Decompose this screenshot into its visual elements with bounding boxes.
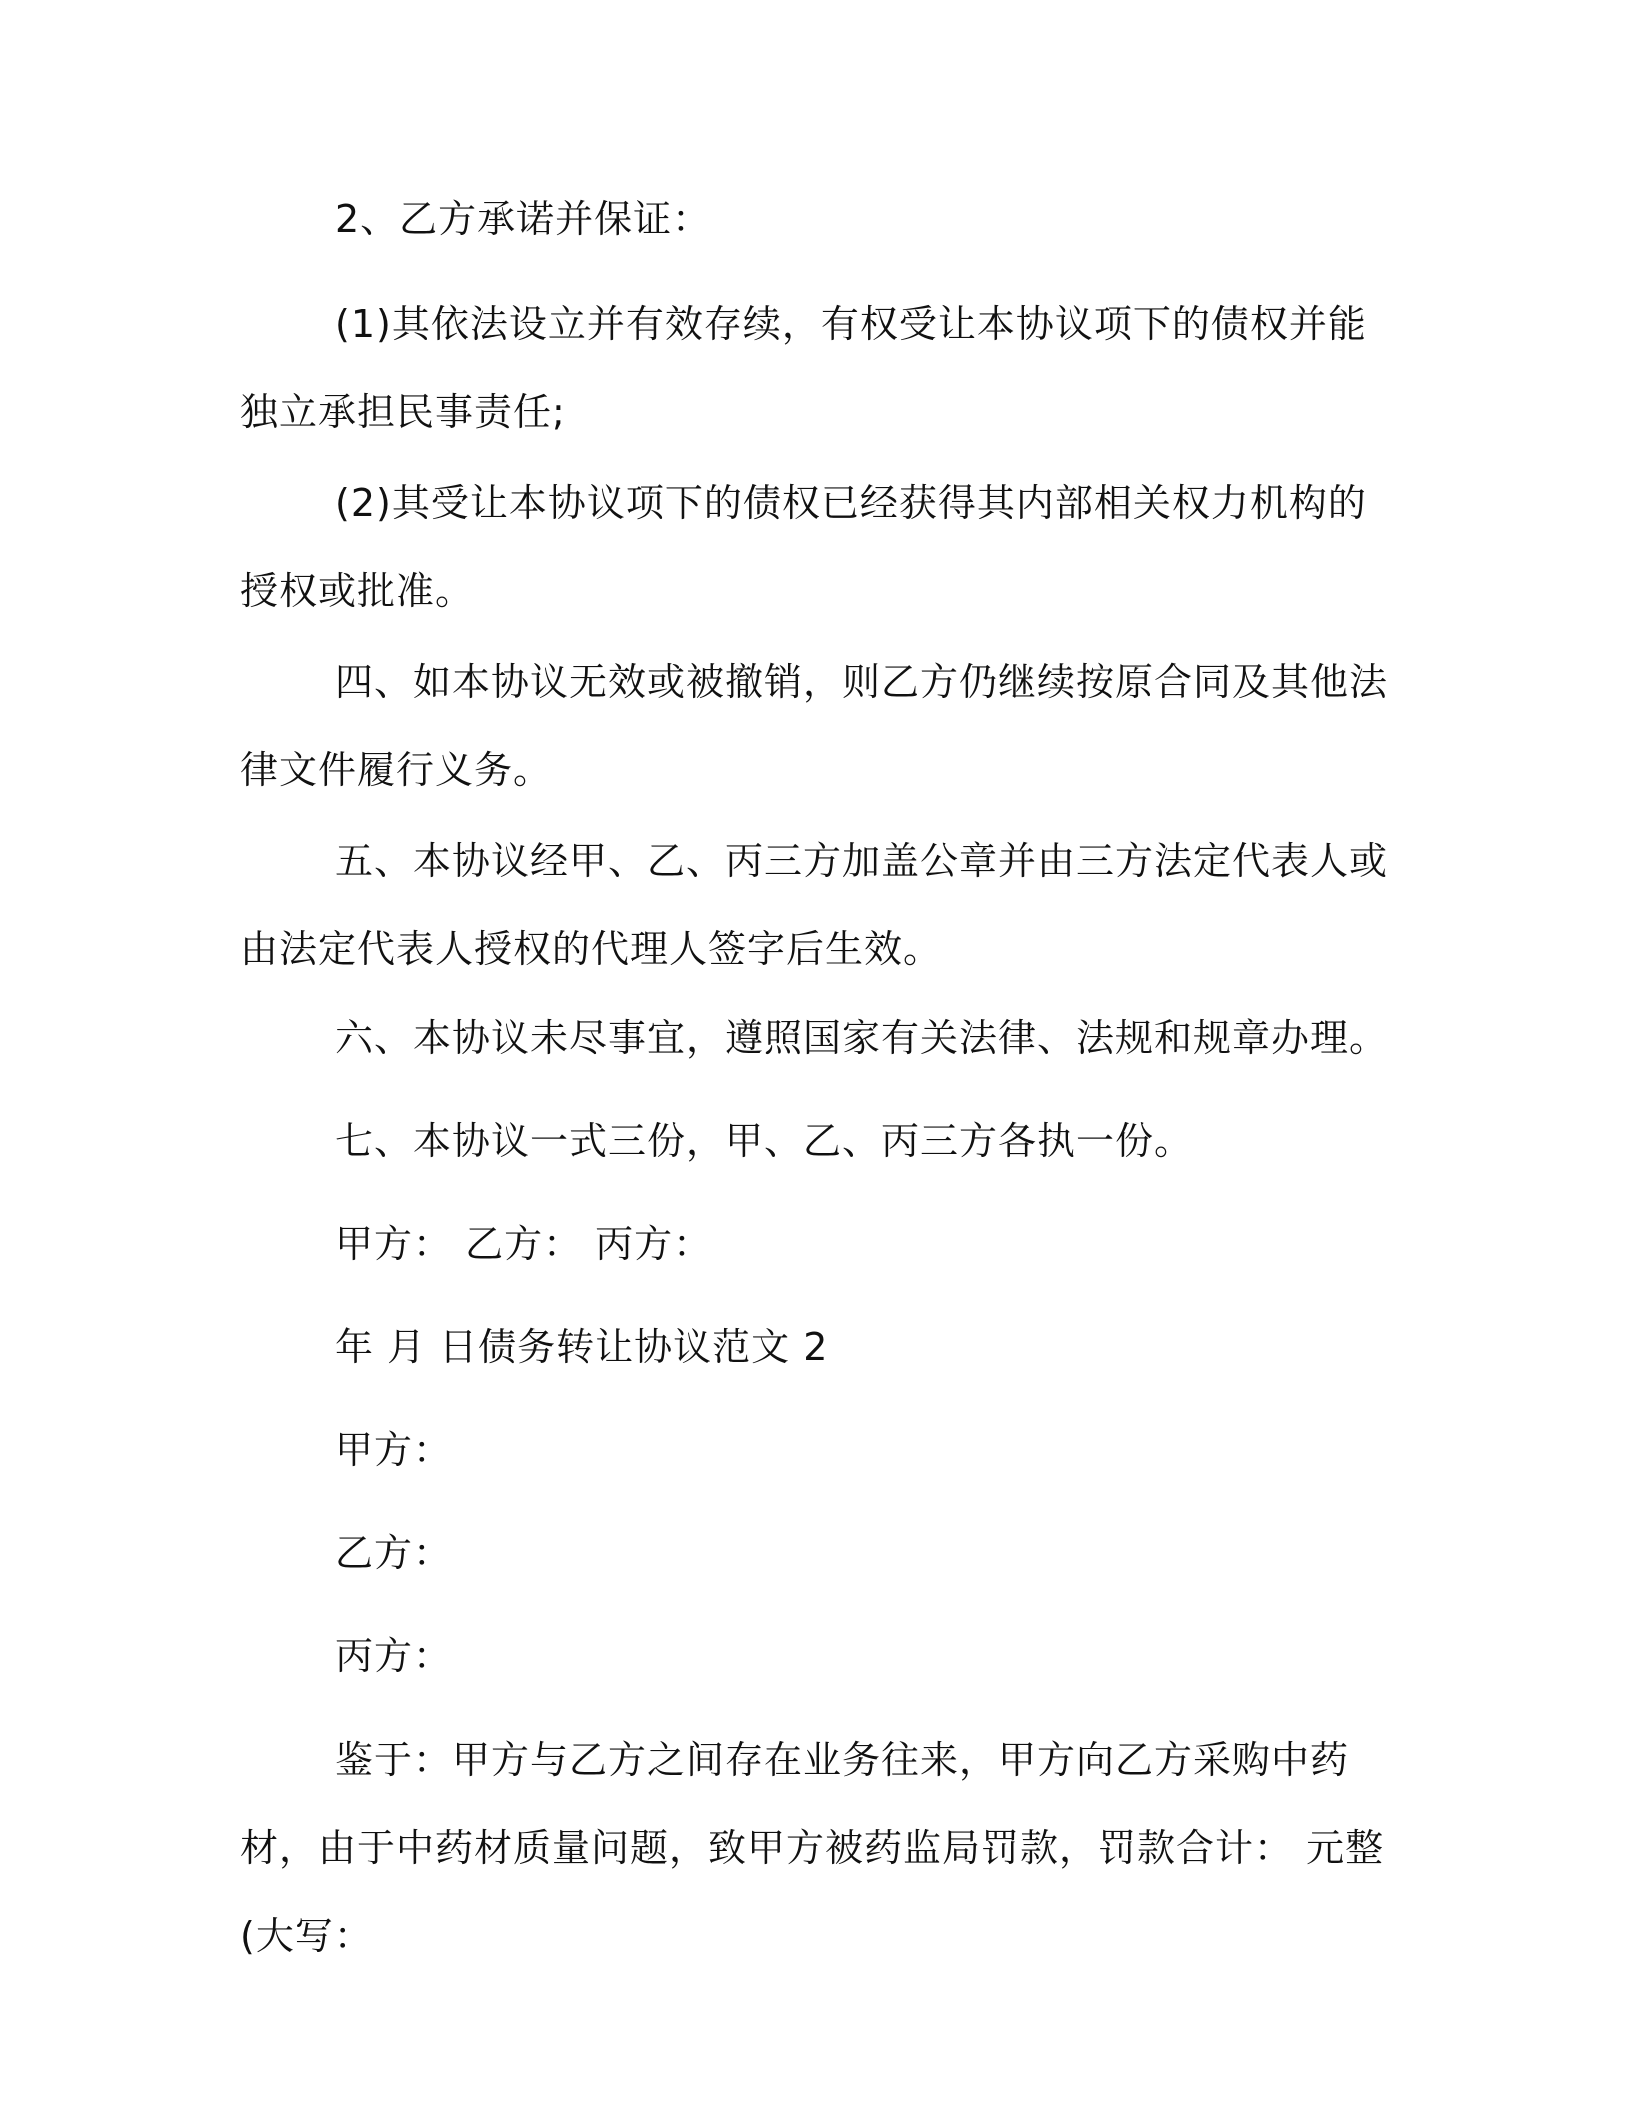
party-a-line: 甲方：	[335, 1428, 453, 1472]
paragraph-clause-5: 五、本协议经甲、乙、丙三方加盖公章并由三方法定代表人或由法定代表人授权的代理人签字后生效。	[240, 839, 1389, 971]
paragraph-guarantee-heading: 2、乙方承诺并保证：	[335, 197, 712, 241]
date-and-title-line: 年 月 日债务转让协议范文 2	[335, 1325, 829, 1369]
paragraph-clause-4: 四、如本协议无效或被撤销，则乙方仍继续按原合同及其他法律文件履行义务。	[240, 660, 1389, 792]
party-b-line: 乙方：	[335, 1531, 453, 1575]
paragraph-clause-6: 六、本协议未尽事宜，遵照国家有关法律、法规和规章办理。	[335, 1016, 1389, 1060]
paragraph-guarantee-2: (2)其受让本协议项下的债权已经获得其内部相关权力机构的授权或批准。	[240, 481, 1367, 613]
party-c-line: 丙方：	[335, 1634, 453, 1678]
paragraph-guarantee-1: (1)其依法设立并有效存续，有权受让本协议项下的债权并能独立承担民事责任;	[240, 302, 1367, 434]
paragraph-whereas: 鉴于：甲方与乙方之间存在业务往来，甲方向乙方采购中药材，由于中药材质量问题，致甲方被药监局罚款，罚款合计： 元整(大写：	[240, 1738, 1385, 1958]
paragraph-clause-7: 七、本协议一式三份，甲、乙、丙三方各执一份。	[335, 1119, 1194, 1163]
signature-line: 甲方： 乙方： 丙方：	[335, 1222, 713, 1266]
